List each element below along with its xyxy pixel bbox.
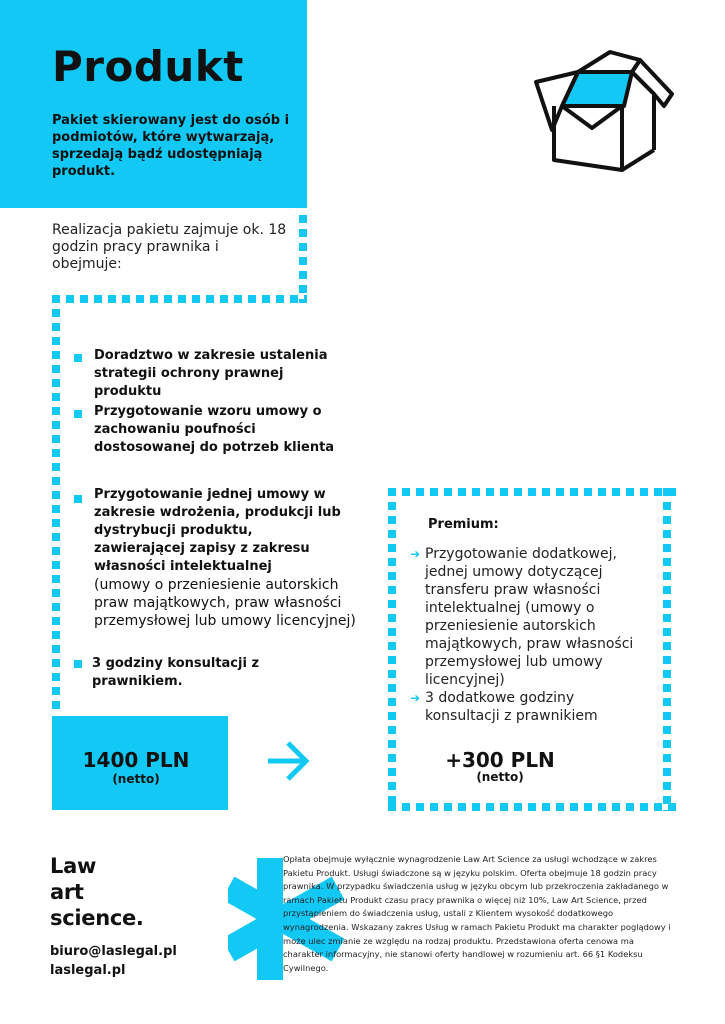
premium-frame-bottom (388, 803, 676, 811)
frame-dots-left (52, 295, 60, 715)
arrow-bullet-icon: ➔ (410, 691, 421, 705)
list-bullet (74, 410, 82, 418)
website-link[interactable]: laslegal.pl (50, 963, 126, 978)
intro-text: Realizacja pakietu zajmuje ok. 18 godzin pracy prawnika i obejmuje: (52, 222, 287, 272)
premium-frame-left (388, 488, 396, 811)
list-item: Przygotowanie jednej umowy w zakresie wdrożenia, produkcji lub dystrybucji produktu, zawierającej zapisy z zakresu własności intelektualnej (umowy o przeniesienie autorskich praw majątkowych, praw własności przemysłowej lub umowy licencyjnej) (94, 487, 356, 629)
premium-item: ➔ Przygotowanie dodatkowej, jednej umowy dotyczącej transferu praw własności intelektualnej (umowy o przeniesienie autorskich majątkowych, praw własności przemysłowej lub umowy licencyjnej) (410, 546, 634, 688)
company-logo: Law art science. (50, 854, 144, 930)
list-item: Przygotowanie wzoru umowy o zachowaniu poufności dostosowanej do potrzeb klienta (94, 404, 335, 455)
open-box-icon (532, 48, 680, 172)
frame-dots-top (52, 295, 307, 303)
frame-dots-right (299, 215, 307, 303)
premium-list (410, 545, 650, 725)
page-subtitle: Pakiet skierowany jest do osób i podmiotów, które wytwarzają, sprzedają bądź udostępniają produkt. (52, 113, 290, 179)
premium-price-netto: (netto) (476, 770, 524, 784)
list-bullet (74, 354, 82, 362)
page-title: Produkt (52, 42, 244, 91)
list-bullet (74, 660, 82, 668)
list-item: 3 godziny konsultacji z prawnikiem. (92, 656, 260, 689)
premium-price: +300 PLN (445, 748, 555, 772)
list-bullet (74, 495, 82, 503)
premium-item: ➔ 3 dodatkowe godziny konsultacji z prawnikiem (410, 690, 598, 724)
email-link[interactable]: biuro@laslegal.pl (50, 944, 177, 959)
contact-info (50, 942, 177, 980)
base-price-netto: (netto) (112, 772, 160, 786)
arrow-bullet-icon: ➔ (410, 547, 421, 561)
premium-title: Premium: (428, 517, 499, 532)
premium-frame-right (663, 488, 671, 811)
footer-note: Opłata obejmuje wyłącznie wynagrodzenie Law Art Science za usługi wchodzące w zakres Pakietu Produkt. Usługi świadczone są w języku polskim. Oferta obejmuje 18 godzin pracy prawnika. W przypadku świadczenia usług w języku obcym lub przekroczenia zakładanego w ramach Pakietu Produkt czasu pracy prawnika o więcej niż 10%, Law Art Science, przed przystąpieniem do świadczenia usług, ustali z Klientem wysokość dodatkowego wynagrodzenia. Wskazany zakres Usług w ramach Pakietu Produkt ma charakter poglądowy i może ulec zmianie ze względu na rodzaj produktu. Przedstawiona oferta cenowa ma charakter informacyjny, nie stanowi oferty handlowej w rozumieniu art. 66 §1 Kodeksu Cywilnego. (283, 854, 671, 973)
right-arrow-icon (266, 738, 312, 784)
premium-frame-top (388, 488, 676, 496)
base-price: 1400 PLN (82, 748, 190, 772)
list-item: Doradztwo w zakresie ustalenia strategii ochrony prawnej produktu (94, 348, 328, 399)
